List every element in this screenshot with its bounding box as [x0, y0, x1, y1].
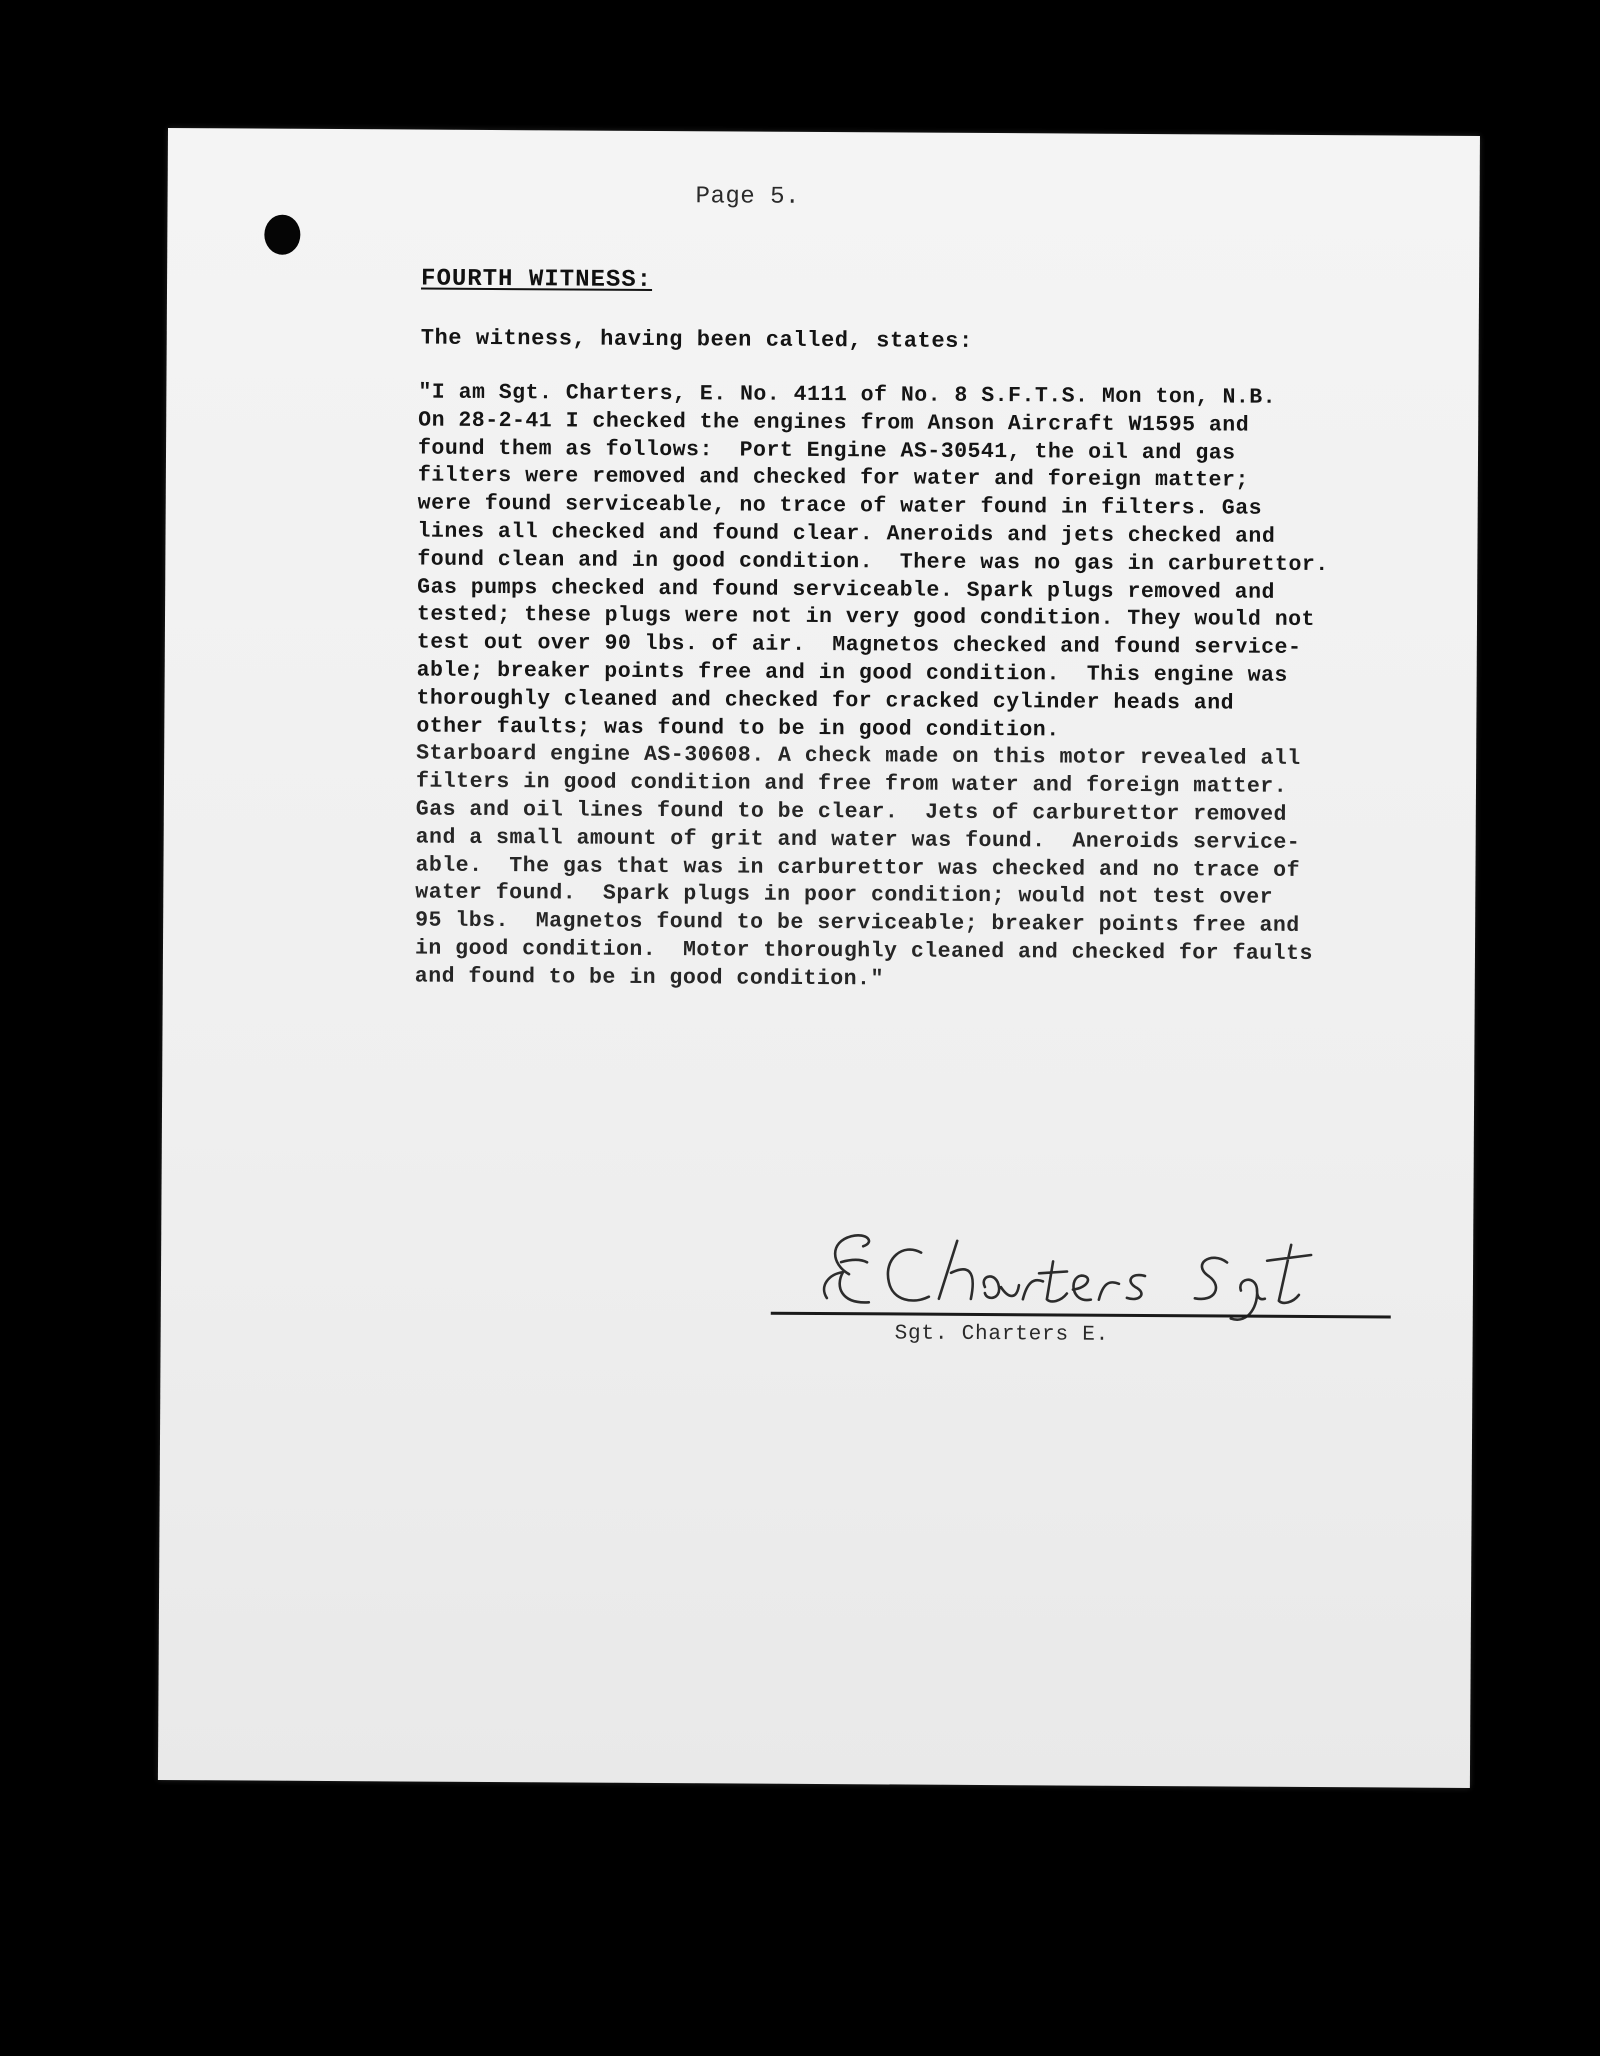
statement-line: filters in good condition and free from water and foreign matter. [415, 769, 1288, 800]
statement-line: 95 lbs. Magnetos found to be serviceable; breaker points free and [415, 908, 1300, 939]
statement-line: and found to be in good condition." [414, 964, 884, 992]
witness-statement [415, 380, 1399, 998]
witness-intro: The witness, having been called, states: [420, 325, 973, 354]
document-page [158, 128, 1480, 1788]
statement-line: On 28-2-41 I checked the engines from Anson Aircraft W1595 and [418, 408, 1250, 438]
statement-line: filters were removed and checked for water and foreign matter; [417, 463, 1249, 493]
signature-block [770, 1212, 1391, 1366]
statement-line: and a small amount of grit and water was found. Aneroids service- [415, 825, 1301, 855]
statement-line: found them as follows: Port Engine AS-30541, the oil and gas [417, 436, 1236, 466]
statement-line: tested; these plugs were not in very good condition. They would not [416, 602, 1316, 633]
handwritten-signature [771, 1212, 1392, 1326]
section-heading: FOURTH WITNESS: [420, 265, 653, 294]
statement-line: Gas pumps checked and found serviceable. Spark plugs removed and [417, 575, 1275, 605]
statement-line: were found serviceable, no trace of water found in filters. Gas [417, 491, 1263, 521]
statement-line: "I am Sgt. Charters, E. No. 4111 of No. 8 S.F.T.S. Mon ton, N.B. [418, 380, 1277, 410]
statement-line: in good condition. Motor thoroughly cleaned and checked for faults [414, 936, 1314, 966]
statement-line: test out over 90 lbs. of air. Magnetos checked and found service- [416, 630, 1302, 661]
statement-line: other faults; was found to be in good condition. [416, 714, 1060, 743]
statement-line: Starboard engine AS-30608. A check made on this motor revealed all [416, 741, 1301, 772]
statement-line: Gas and oil lines found to be clear. Jets of carburettor removed [415, 797, 1288, 827]
statement-line: lines all checked and found clear. Aneroids and jets checked and [417, 519, 1276, 549]
statement-line: water found. Spark plugs in poor condition; would not test over [415, 880, 1274, 911]
statement-line: thoroughly cleaned and checked for cracked cylinder heads and [416, 686, 1235, 716]
punch-hole [264, 215, 300, 255]
statement-line: able; breaker points free and in good condition. This engine was [416, 658, 1288, 688]
statement-line: found clean and in good condition. There was no gas in carburettor. [417, 547, 1329, 577]
statement-line: able. The gas that was in carburettor was checked and no trace of [415, 853, 1301, 883]
page-number: Page 5. [695, 183, 800, 211]
typed-signature-name: Sgt. Charters E. [894, 1322, 1110, 1347]
